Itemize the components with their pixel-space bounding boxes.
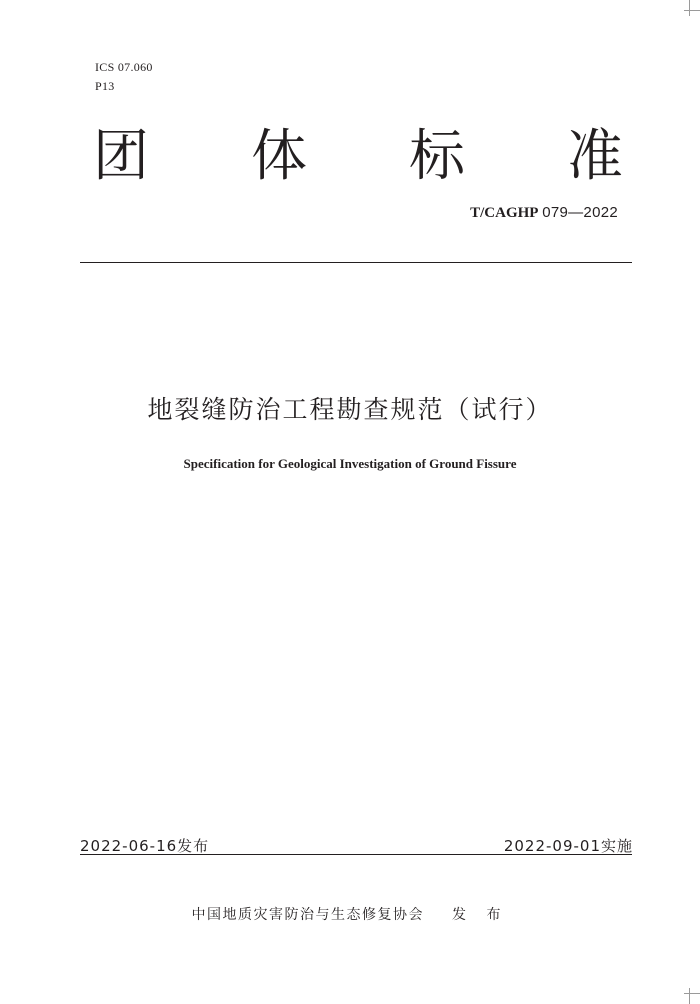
standard-type-char: 体	[251, 124, 307, 189]
crop-mark-top-right-h	[684, 10, 700, 11]
standard-number-value: 079—2022	[542, 204, 618, 221]
top-divider	[80, 262, 632, 263]
standard-number-prefix: T/CAGHP	[470, 205, 539, 221]
ccs-code: P13	[95, 79, 115, 93]
standard-type-char: 团	[93, 124, 149, 189]
standard-number	[470, 204, 618, 222]
crop-mark-top-right-v	[689, 0, 690, 16]
standard-type-char: 准	[567, 124, 623, 189]
standard-type-heading	[93, 122, 623, 192]
bottom-divider	[80, 854, 632, 855]
crop-mark-bottom-right-v	[689, 988, 690, 1004]
effective-date: 2022-09-01实施	[503, 837, 633, 855]
publisher-name: 中国地质灾害防治与生态修复协会	[191, 907, 425, 923]
publisher-line	[0, 904, 700, 924]
issue-date: 2022-06-16发布	[80, 837, 210, 855]
standard-type-char: 标	[409, 124, 465, 189]
publisher-action: 发 布	[452, 907, 509, 923]
crop-mark-bottom-right-h	[684, 993, 700, 994]
document-title-english: Specification for Geological Investigation of Ground Fissure	[183, 456, 517, 471]
ics-code: ICS 07.060	[95, 60, 153, 74]
document-title-chinese: 地裂缝防治工程勘查规范（试行）	[147, 395, 553, 424]
